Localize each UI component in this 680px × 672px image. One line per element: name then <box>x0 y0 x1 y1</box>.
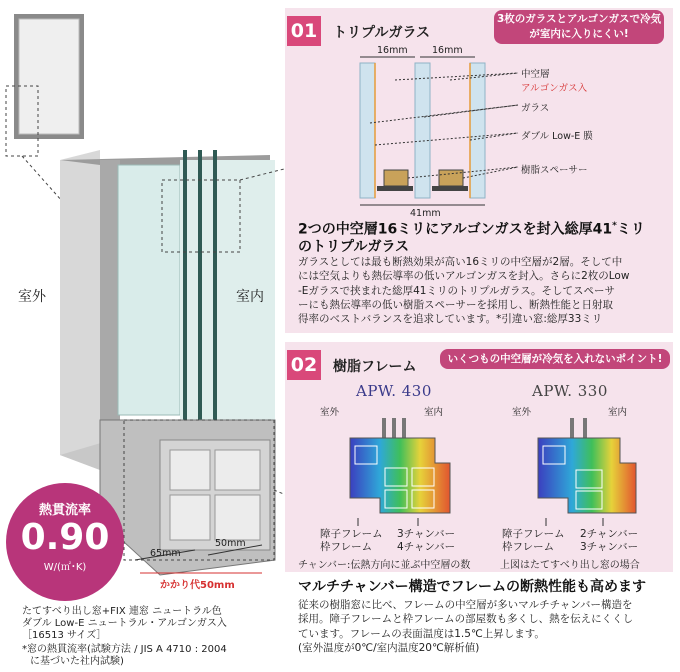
label-spacer: 樹脂スペーサー <box>521 165 588 176</box>
badge-value: 0.90 <box>20 517 110 558</box>
section-01-title: トリプルガラス <box>333 25 431 41</box>
section-02-number: 02 <box>287 350 321 380</box>
note-line-1: *窓の熱貫流率(試験方法 / JIS A 4710 : 2004 <box>22 644 227 655</box>
dim-65mm: 65mm <box>150 548 181 559</box>
label-low-e: ダブル Low-E 膜 <box>521 131 593 142</box>
dim-50mm: 50mm <box>215 538 246 549</box>
note-line-2: に基づいた社内試験) <box>30 656 124 667</box>
section-01-body-line: ーにも熱伝導率の低い樹脂スペーサーを採用し、断熱性能と日射取 <box>298 298 613 311</box>
u-value-badge <box>6 483 124 601</box>
apw330-outside: 室外 <box>512 407 532 418</box>
apw330-caption-d: 3チャンバー <box>580 541 639 553</box>
badge-unit: W/(㎡･K) <box>43 562 87 573</box>
triple-glass-diagram <box>350 45 530 210</box>
apw430-thermal-diagram <box>340 418 460 526</box>
apw430-outside: 室外 <box>320 407 340 418</box>
section-01-body-line: ガラスとしては最も断熱効果が高い16ミリの中空層が2層。そして中 <box>298 256 623 268</box>
label-glass: ガラス <box>521 103 550 114</box>
section-01-number: 01 <box>287 16 321 46</box>
left-outside-label: 室外 <box>18 289 46 305</box>
dim-16mm-left: 16mm <box>377 45 408 56</box>
section-01-body <box>298 255 670 326</box>
apw330-caption-b: 枠フレーム <box>502 541 555 553</box>
section-01-heading-line1: 2つの中空層16ミリにアルゴンガスを封入総厚41 <box>298 221 613 238</box>
apw430-caption-d: 4チャンバー <box>397 541 456 553</box>
chamber-note: チャンバー:伝熱方向に並ぶ中空層の数 <box>298 560 471 571</box>
apw430-caption-a: 障子フレーム <box>320 528 383 540</box>
section-01-body-line: 得率のベストバランスを追求しています。*引違い窓:総厚33ミリ <box>298 313 603 326</box>
badge-title: 熱貫流率 <box>38 503 91 518</box>
spec-line-1: たてすべり出し窓+FIX 連窓 ニュートラル色 <box>22 606 222 617</box>
spec-line-2: ダブル Low-E ニュートラル・アルゴンガス入 <box>22 618 227 629</box>
apw430-inside: 室内 <box>424 407 444 418</box>
dim-16mm-right: 16mm <box>432 45 463 56</box>
section-01-bubble: 3枚のガラスとアルゴンガスで冷気が室内に入りにくい! <box>494 10 664 44</box>
model-apw430: APW. 430 <box>356 382 432 400</box>
section-01-body-line: -Eガラスで挟まれた総厚41ミリのトリプルガラス。そしてスペーサ <box>298 284 616 297</box>
diagram-note: 上図はたてすべり出し窓の場合 <box>500 560 640 571</box>
section-02-heading: マルチチャンバー構造でフレームの断熱性能も高めます <box>298 579 647 595</box>
apw430-caption-c: 3チャンバー <box>397 528 456 540</box>
section-02-body-line: (室外温度が0℃/室内温度20℃解析値) <box>298 641 480 654</box>
label-hollow-layer: 中空層 <box>521 69 550 80</box>
model-apw330: APW. 330 <box>532 382 608 400</box>
dim-41mm: 41mm <box>410 208 441 219</box>
section-02-title: 樹脂フレーム <box>333 359 417 375</box>
left-inside-label: 室内 <box>236 289 264 305</box>
section-01-heading-line2: のトリプルガラス <box>298 238 410 255</box>
section-02-body <box>298 598 674 655</box>
section-02-body-line: 採用。障子フレームと枠フレームの部屋数も多くし、熱を伝えにくくし <box>298 613 634 626</box>
apw330-thermal-diagram <box>528 418 648 526</box>
section-01-heading <box>298 218 668 256</box>
section-01-heading-sup: * <box>612 221 617 231</box>
kakari-label: かかり代50mm <box>160 580 235 591</box>
section-01-heading-end: ミリ <box>616 221 645 238</box>
apw330-inside: 室内 <box>608 407 628 418</box>
section-02-body-line: 従来の樹脂窓に比べ、フレームの中空層が多いマルチチャンバー構造を <box>298 599 633 611</box>
section-02-body-line: ています。フレームの表面温度は1.5℃上昇します。 <box>298 627 545 640</box>
apw330-caption-c: 2チャンバー <box>580 528 639 540</box>
section-01-body-line: には空気よりも熱伝導率の低いアルゴンガスを封入。さらに2枚のLow <box>298 270 630 283</box>
apw330-caption-a: 障子フレーム <box>502 528 565 540</box>
section-02-bubble: いくつもの中空層が冷気を入れないポイント! <box>440 349 670 369</box>
spec-line-3: ［16513 サイズ］ <box>22 630 107 641</box>
label-argon: アルゴンガス入 <box>521 83 588 94</box>
apw430-caption-b: 枠フレーム <box>320 541 373 553</box>
